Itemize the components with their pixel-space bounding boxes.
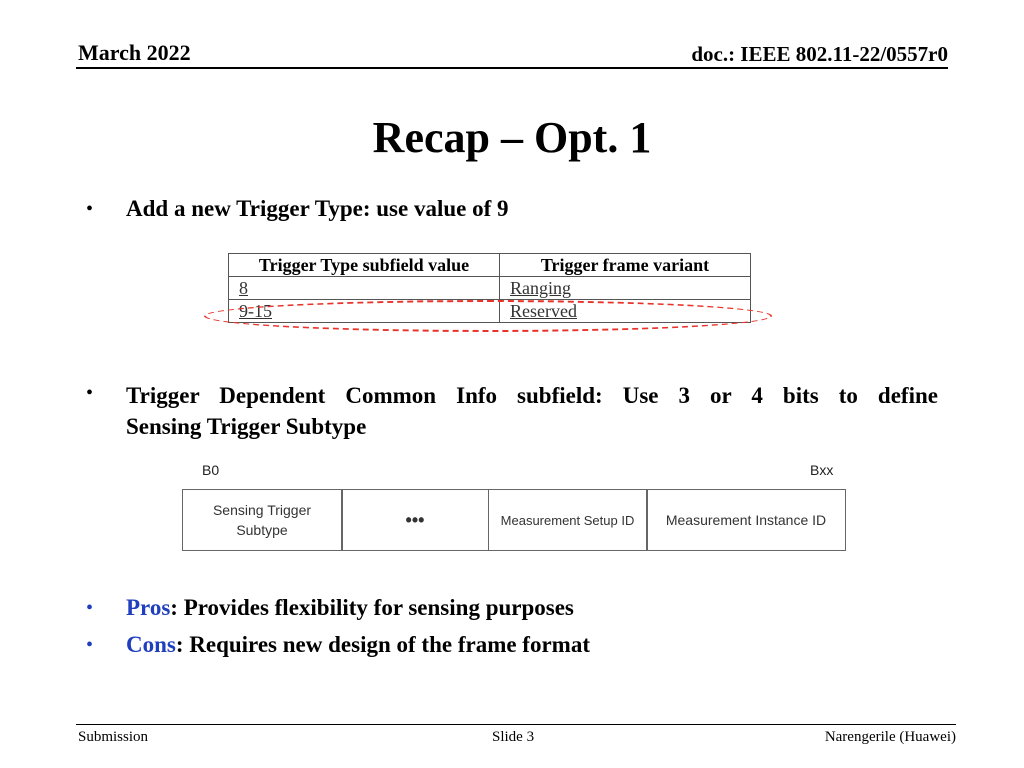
footer-divider	[76, 724, 956, 725]
bullet-icon: •	[86, 198, 94, 220]
highlight-ellipse	[204, 300, 772, 332]
bullet-icon: •	[86, 382, 94, 404]
bullet-text-line: Sensing Trigger Subtype	[126, 414, 367, 439]
header-divider	[76, 67, 948, 69]
footer-submission: Submission	[78, 729, 149, 745]
table-header: Trigger frame variant	[500, 254, 751, 277]
header-doc-id: doc.: IEEE 802.11-22/0557r0	[691, 42, 948, 66]
bullet-new-trigger-type: Add a new Trigger Type: use value of 9	[126, 196, 509, 221]
table-cell: Reserved	[500, 300, 751, 323]
end-bit-label: Bxx	[810, 462, 834, 478]
start-bit-label: B0	[202, 462, 220, 478]
bullet-text-line: Trigger Dependent Common Info subfield: Use 3 or 4 bits to define	[126, 383, 938, 408]
field-measurement-setup-id: Measurement Setup ID	[488, 489, 648, 551]
table-row	[229, 277, 751, 300]
field-sensing-trigger-subtype: Sensing Trigger Subtype	[182, 489, 343, 551]
table-cell: 8	[229, 277, 500, 300]
pros-text: : Provides flexibility for sensing purposes	[170, 595, 574, 620]
slide-title: Recap – Opt. 1	[372, 113, 652, 162]
pros-label: Pros	[126, 595, 171, 620]
table-cell: Ranging	[500, 277, 751, 300]
field-ellipsis: •••	[341, 489, 489, 551]
bullet-icon: •	[86, 634, 94, 656]
field-measurement-instance-id: Measurement Instance ID	[646, 489, 846, 551]
bullet-cons	[126, 632, 590, 658]
field-diagram	[183, 489, 846, 551]
bullet-pros	[126, 595, 574, 621]
footer-author: Narengerile (Huawei)	[824, 729, 956, 745]
bullet-icon: •	[86, 597, 94, 619]
header-date: March 2022	[78, 40, 191, 65]
table-header-row	[229, 254, 751, 277]
cons-text: : Requires new design of the frame format	[175, 632, 590, 657]
bullet-trigger-dependent-info	[126, 380, 938, 442]
table-header: Trigger Type subfield value	[229, 254, 500, 277]
footer-slide-number: Slide 3	[492, 729, 535, 745]
table-cell: 9-15	[229, 300, 500, 323]
cons-label: Cons	[126, 632, 176, 657]
